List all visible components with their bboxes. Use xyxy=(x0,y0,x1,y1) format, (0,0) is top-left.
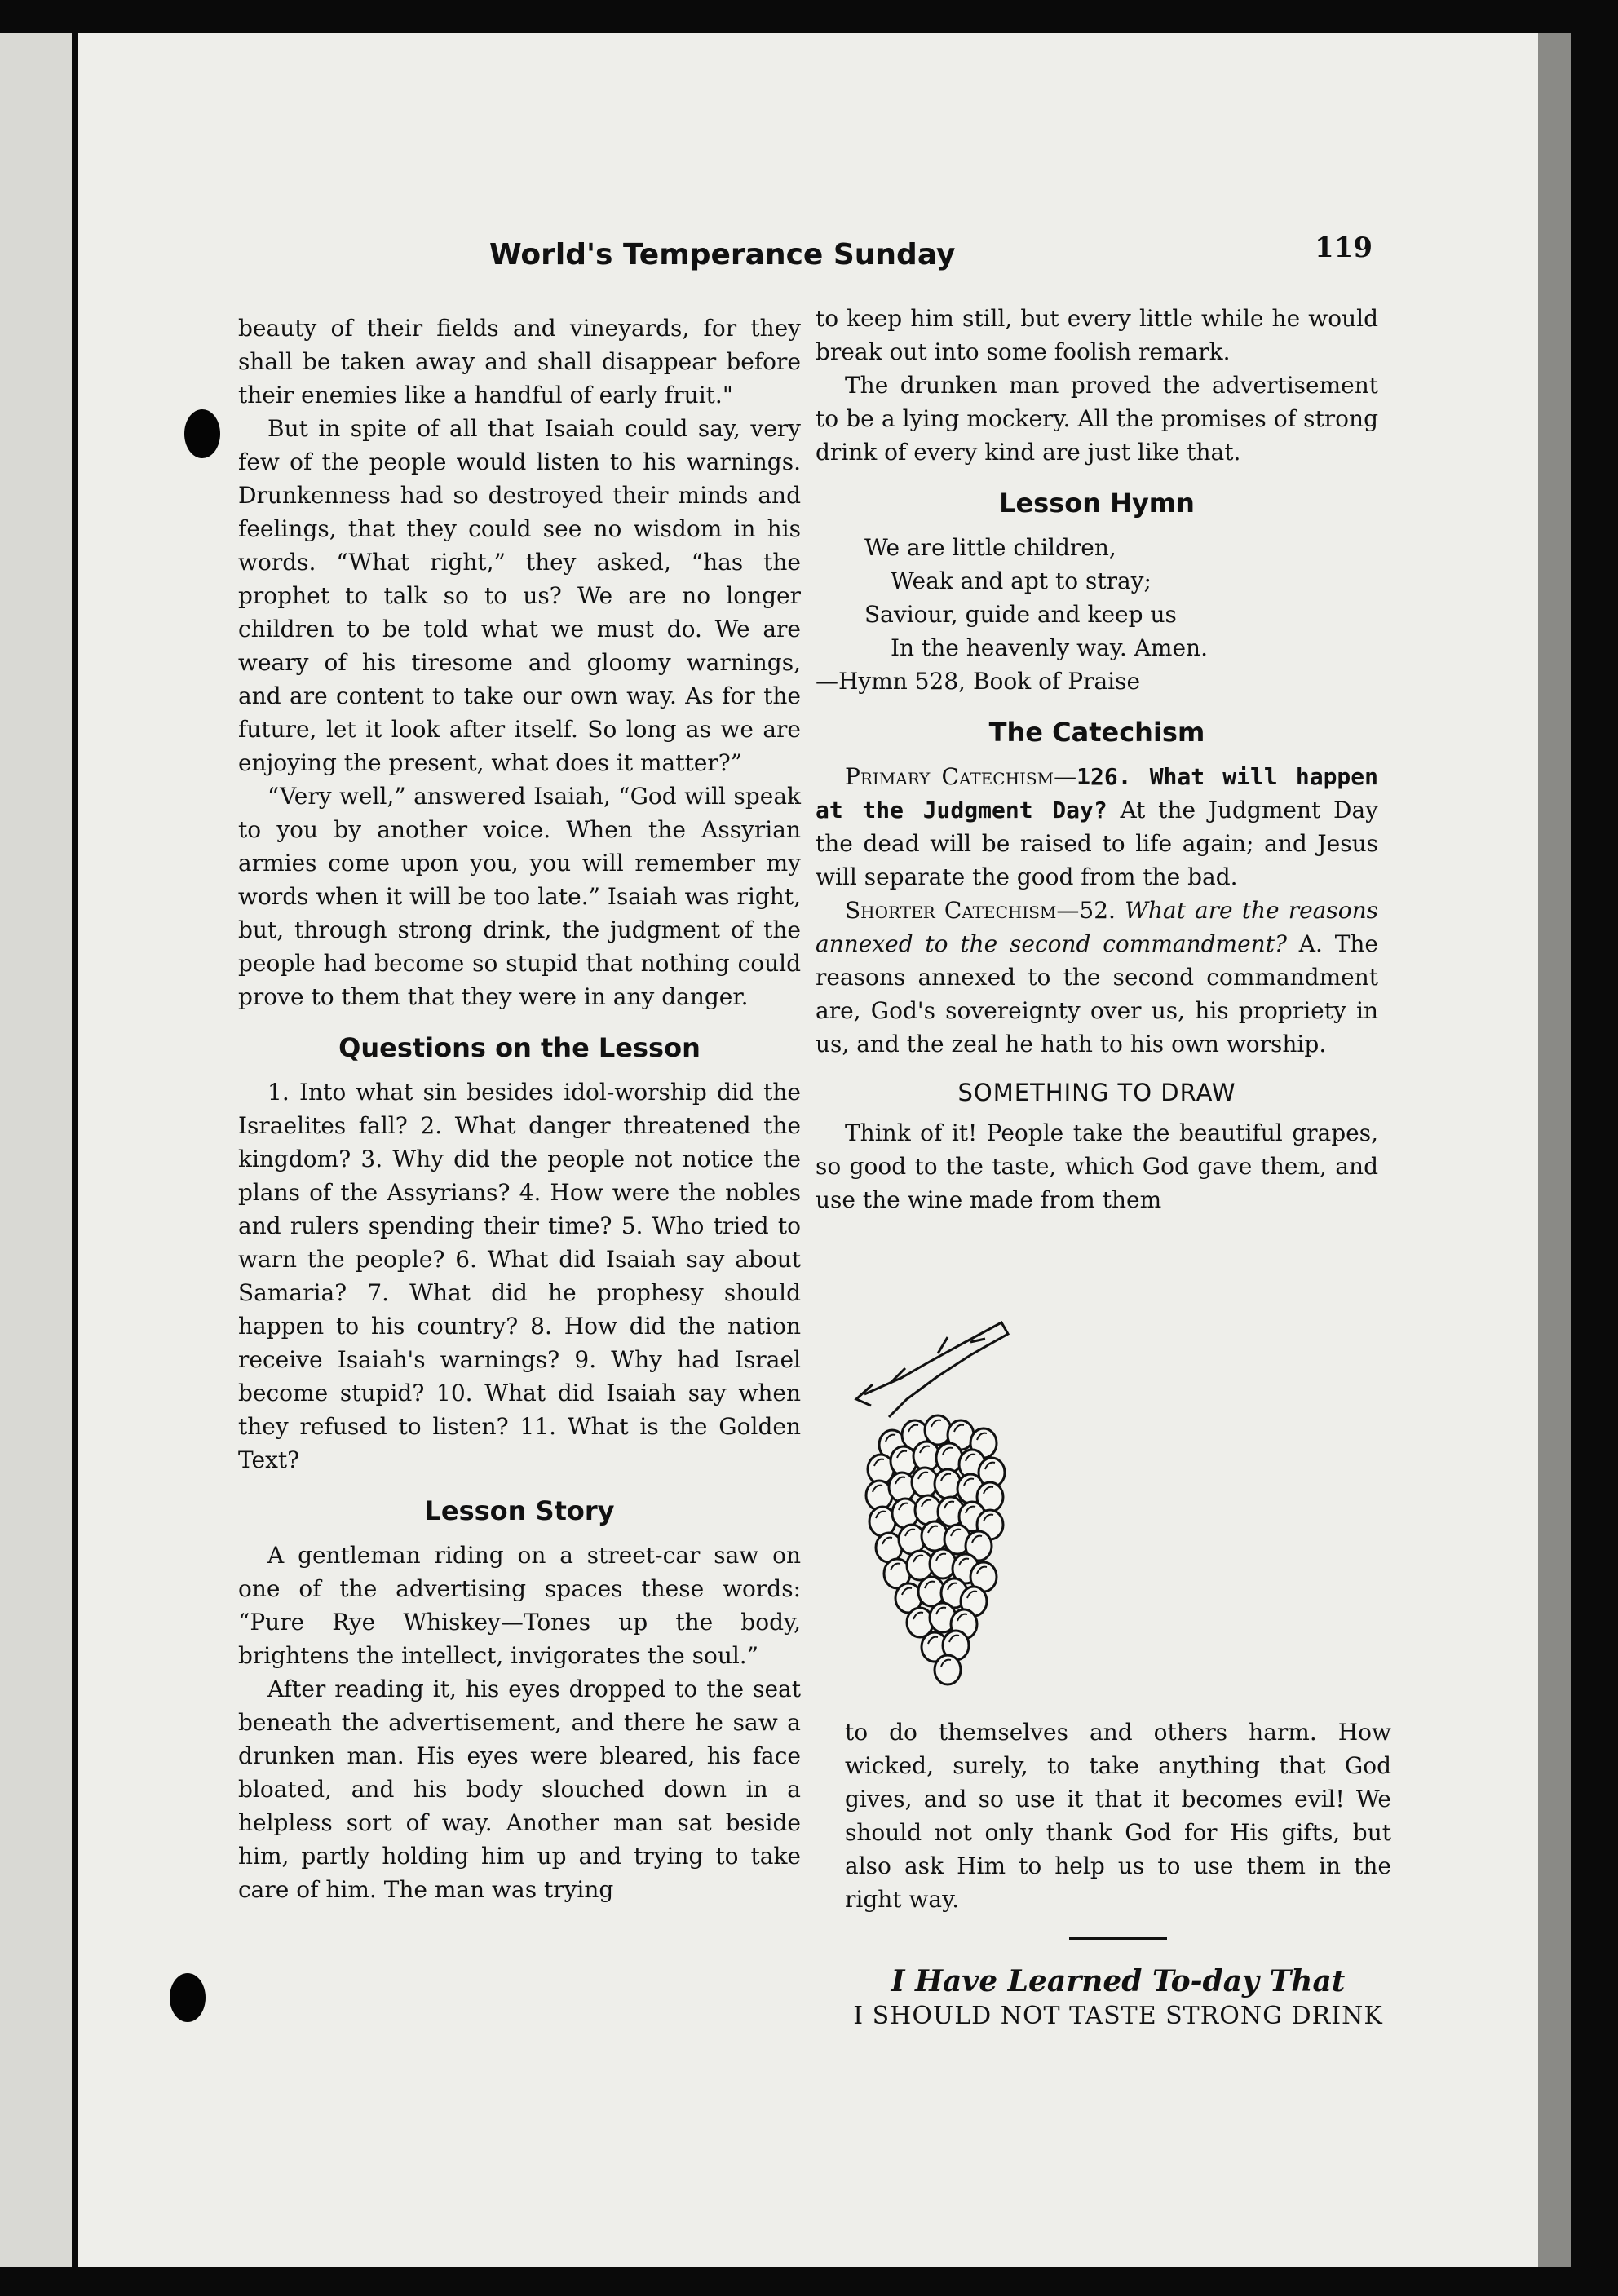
catechism-heading: The Catechism xyxy=(988,717,1205,748)
hymn-line: We are little children, xyxy=(864,534,1116,561)
lesson-story-heading: Lesson Story xyxy=(424,1495,615,1526)
binding-hole-bottom xyxy=(170,1973,206,2022)
shorter-catechism-label: Shorter Catechism— xyxy=(845,897,1080,924)
questions-heading: Questions on the Lesson xyxy=(338,1032,701,1063)
paragraph: Think of it! People take the beautiful grapes, so good to the taste, which God gave them, and use the wine made from them xyxy=(816,1119,1378,1213)
paragraph: beauty of their fields and vineyards, for they shall be taken away and shall disappear before their enemies like a handful of early fruit." xyxy=(238,315,801,408)
primary-catechism-label: Primary Catechism— xyxy=(845,763,1077,790)
hymn-attribution: —Hymn 528, Book of Praise xyxy=(816,668,1141,695)
running-header: World's Temperance Sunday xyxy=(489,238,956,272)
left-column xyxy=(238,311,801,1906)
shorter-catechism-answer: A. The reasons annexed to the second commandment are, God's sovereignty over us, his propriety in us, and the zeal he hath to his own worship. xyxy=(816,930,1378,1057)
learned-heading: I Have Learned To-day That xyxy=(891,1964,1346,1998)
right-column xyxy=(816,302,1378,1216)
primary-catechism-question: 126. What will happen at the Judgment Day? xyxy=(816,763,1378,823)
learned-statement: I SHOULD NOT TASTE STRONG DRINK xyxy=(853,2002,1383,2030)
paragraph: to keep him still, but every little while he would break out into some foolish remark. xyxy=(816,305,1378,365)
page-number: 119 xyxy=(1315,232,1373,264)
shorter-catechism xyxy=(816,894,1378,1061)
questions-text: 1. Into what sin besides idol-worship did the Israelites fall? 2. What danger threatened the kingdom? 3. Why did the people not notice the plans of the Assyrians? 4. How were the nobles and rulers spending their time? 5. Who tried to warn the people? 6. What did Isaiah say about Samaria? 7. What did he prophesy should happen to his country? 8. How did the nation receive Isaiah's warnings? 9. Why had Israel become stupid? 10. What did Isaiah say when they refused to listen? 11. What is the Golden Text? xyxy=(238,1079,801,1473)
hymn-line: In the heavenly way. Amen. xyxy=(891,634,1208,661)
hymn-heading: Lesson Hymn xyxy=(999,488,1195,519)
hymn-line: Weak and apt to stray; xyxy=(891,567,1152,594)
grape-bunch-illustration xyxy=(840,1321,1044,1696)
draw-heading: SOMETHING TO DRAW xyxy=(957,1079,1236,1106)
paragraph: “Very well,” answered Isaiah, “God will speak to you by another voice. When the Assyrian armies come upon you, you will remember my words when it will be too late.” Isaiah was right, but, through strong drink, the judgment of the people had become so stupid that nothing could prove to them that they were in any danger. xyxy=(238,783,801,1010)
shorter-catechism-question: What are the reasons annexed to the second commandment? xyxy=(816,897,1378,957)
right-column-bottom xyxy=(845,1715,1391,2033)
divider-rule xyxy=(1069,1937,1167,1940)
paragraph: A gentleman riding on a street-car saw on one of the advertising spaces these words: “Pure Rye Whiskey—Tones up the body, brightens the intellect, invigorates the soul.” xyxy=(238,1542,801,1669)
paragraph: After reading it, his eyes dropped to the seat beneath the advertisement, and there he saw a drunken man. His eyes were bleared, his face bloated, and his body slouched down in a helpless sort of way. Another man sat beside him, partly holding him up and trying to take care of him. The man was trying xyxy=(238,1676,801,1903)
primary-catechism xyxy=(816,760,1378,894)
primary-catechism-answer: At the Judgment Day the dead will be raised to life again; and Jesus will separate the good from the bad. xyxy=(816,797,1378,890)
shorter-catechism-number: 52. xyxy=(1079,897,1116,924)
binding-hole-top xyxy=(184,409,220,458)
paragraph: The drunken man proved the advertisement to be a lying mockery. All the promises of strong drink of every kind are just like that. xyxy=(816,372,1378,466)
page-right-edge xyxy=(1538,33,1571,2267)
paragraph: to do themselves and others harm. How wicked, surely, to take anything that God gives, and so use it that it becomes evil! We should not only thank God for His gifts, but also ask Him to help us to use them in the right way. xyxy=(845,1719,1391,1913)
hymn-verse xyxy=(864,531,1378,665)
previous-page-edge xyxy=(0,33,72,2267)
paragraph: But in spite of all that Isaiah could say, very few of the people would listen to his warnings. Drunkenness had so destroyed their minds and feelings, that they could see no wisdom in his words. “What right,” they asked, “has the prophet to talk so to us? We are no longer children to be told what we must do. We are weary of his tiresome and gloomy warnings, and are content to take our own way. As for the future, let it look after itself. So long as we are enjoying the present, what does it matter?” xyxy=(238,415,801,776)
hymn-line: Saviour, guide and keep us xyxy=(864,601,1177,628)
